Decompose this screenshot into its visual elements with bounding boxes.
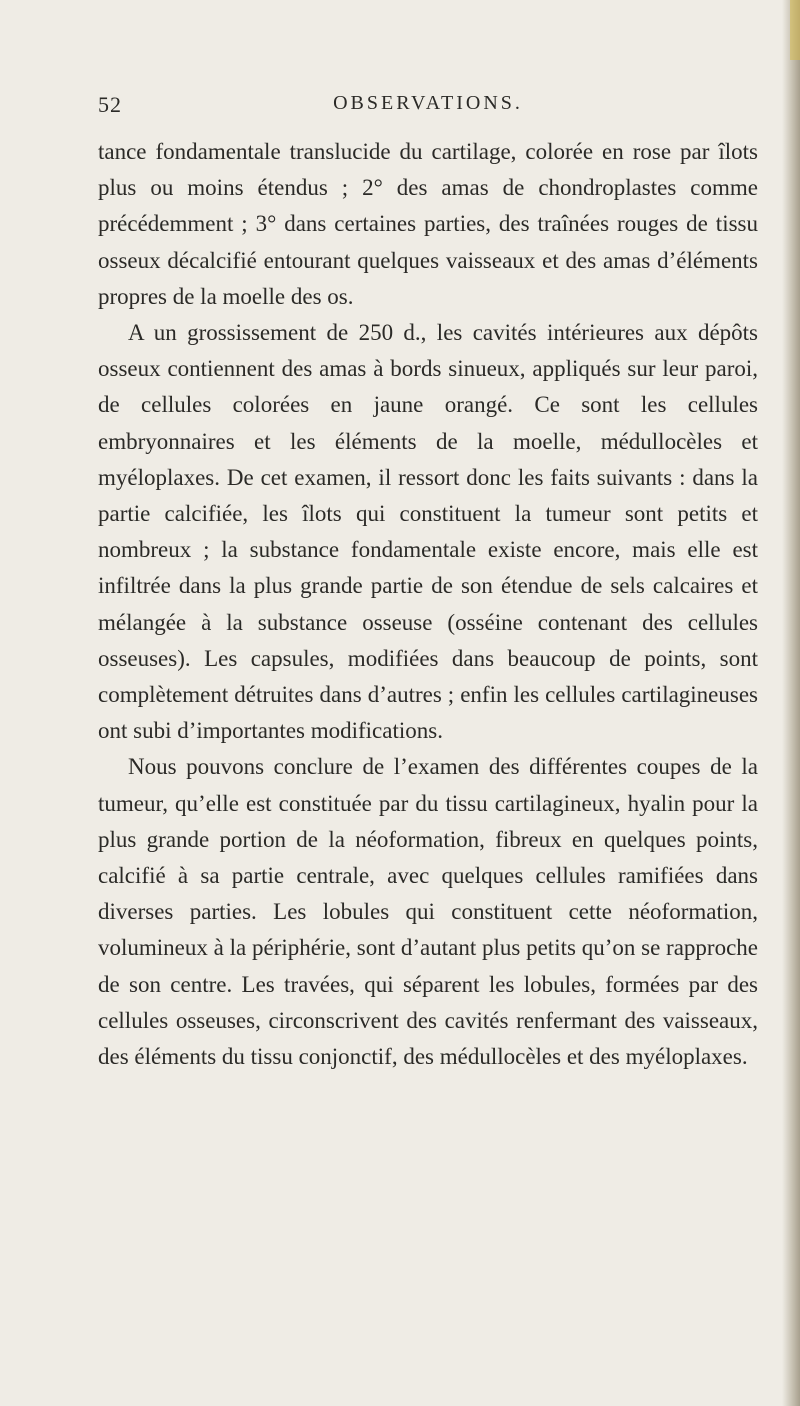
paragraph-conclusion: Nous pouvons conclure de l’examen des différentes coupes de la tumeur, qu’elle est constituée par du tissu cartilagineux, hyalin pour la plus grande portion de la néoformation, fibreux en quelques points, calcifié à sa partie centrale, avec quelques cellules ramifiées dans diverses parties. Les lobules qui constituent cette néoformation, volumineux à la périphérie, sont d’autant plus petits qu’on se rapproche de son centre. Les travées, qui séparent les lobules, formées par des cellules osseuses, circonscrivent des cavités renfermant des vaisseaux, des éléments du tissu conjonctif, des médullocèles et des myéloplaxes.: [98, 754, 758, 1070]
page-edge-shadow: [782, 0, 800, 1406]
page-number: 52: [98, 92, 122, 117]
page-edge-tab: [790, 0, 800, 60]
paragraph-examination: A un grossissement de 250 d., les cavités intérieures aux dépôts osseux contiennent des amas à bords sinueux, appliqués sur leur paroi, de cellules colorées en jaune orangé. Ce sont les cellules embryonnaires et les éléments de la moelle, médullocèles et myéloplaxes. De cet examen, il ressort donc les faits suivants : dans la partie calcifiée, les îlots qui constituent la tumeur sont petits et nombreux ; la substance fondamentale existe encore, mais elle est infiltrée dans la plus grande partie de son étendue de sels calcaires et mélangée à la substance osseuse (osséine contenant des cellules osseuses). Les capsules, modifiées dans beaucoup de points, sont complètement détruites dans d’autres ; enfin les cellules cartilagineuses ont subi d’importantes modifications.: [98, 320, 758, 744]
page-header: [98, 92, 758, 132]
running-head: OBSERVATIONS.: [333, 92, 523, 114]
paragraph-continuation: tance fondamentale translucide du cartilage, colorée en rose par îlots plus ou moins étendus ; 2° des amas de chondroplastes comme précédemment ; 3° dans certaines parties, des traînées rouges de tissu osseux décalcifié entourant quelques vaisseaux et des amas d’éléments propres de la moelle des os.: [98, 139, 758, 309]
body-text: [98, 134, 758, 1075]
